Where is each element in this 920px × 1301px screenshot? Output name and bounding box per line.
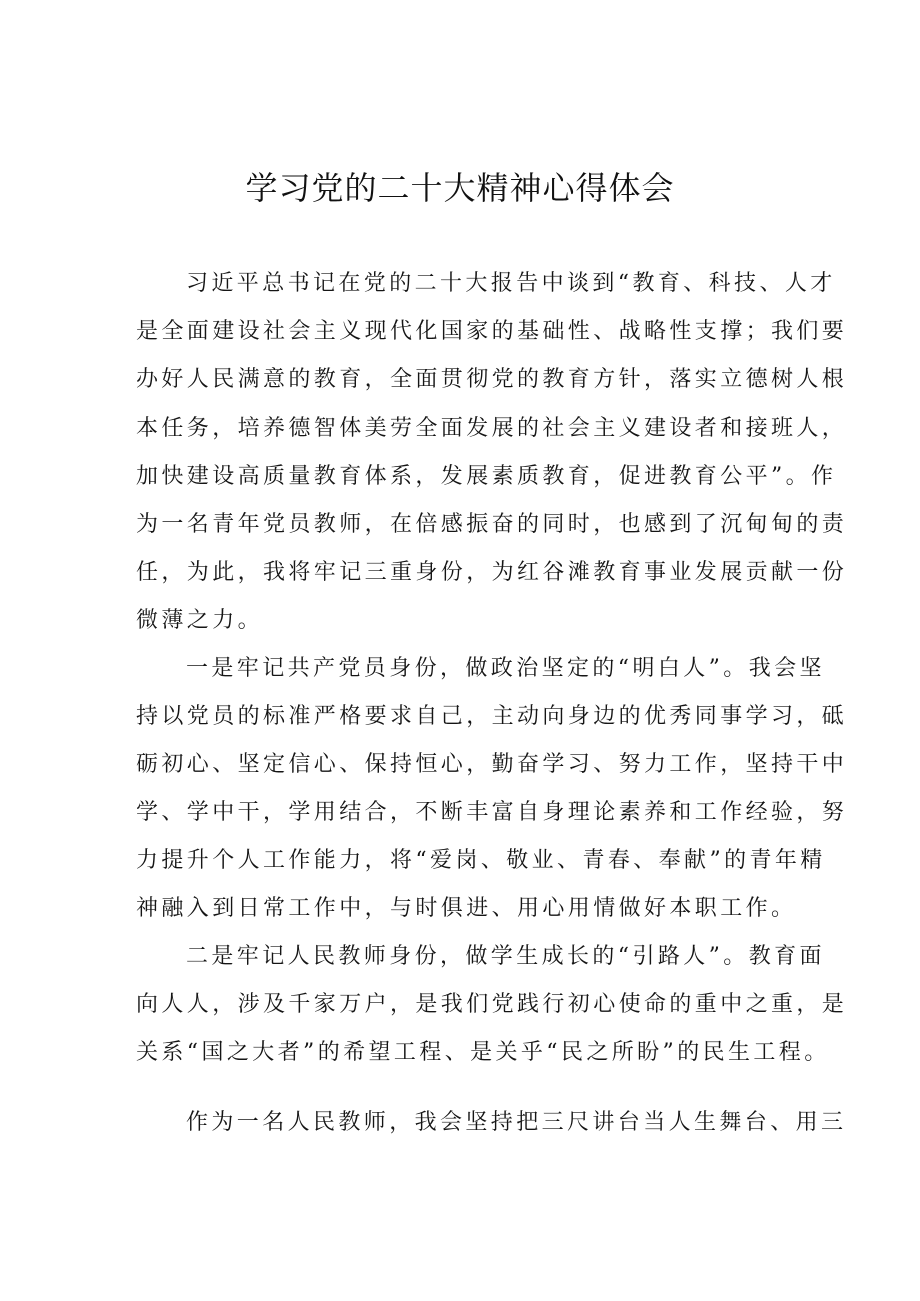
text-line: 力提升个人工作能力，将“爱岗、敬业、青春、奉献”的青年精 xyxy=(136,848,826,873)
document-title: 学习党的二十大精神心得体会 xyxy=(245,169,675,207)
text-line: 学、学中干，学用结合，不断丰富自身理论素养和工作经验，努 xyxy=(136,800,848,825)
text-line: 办好人民满意的教育，全面贯彻党的教育方针，落实立德树人根 xyxy=(136,367,848,392)
text-line: 是全面建设社会主义现代化国家的基础性、战略性支撑；我们要 xyxy=(136,319,848,344)
text-line: 任，为此，我将牢记三重身份，为红谷滩教育事业发展贡献一份 xyxy=(136,560,848,585)
text-line: 作为一名人民教师，我会坚持把三尺讲台当人生舞台、用三 xyxy=(186,1110,847,1135)
text-line: 加快建设高质量教育体系，发展素质教育，促进教育公平”。作 xyxy=(136,464,837,489)
text-line: 二是牢记人民教师身份，做学生成长的“引路人”。教育面 xyxy=(186,944,825,969)
text-line: 习近平总书记在党的二十大报告中谈到“教育、科技、人才 xyxy=(186,271,836,296)
text-line: 关系“国之大者”的希望工程、是关乎“民之所盼”的民生工程。 xyxy=(136,1040,830,1065)
text-line: 本任务，培养德智体美劳全面发展的社会主义建设者和接班人， xyxy=(136,416,848,441)
text-line: 微薄之力。 xyxy=(136,608,264,633)
text-line: 持以党员的标准严格要求自己，主动向身边的优秀同事学习，砥 xyxy=(136,704,848,729)
text-line: 砺初心、坚定信心、保持恒心，勤奋学习、努力工作，坚持干中 xyxy=(136,752,848,777)
text-line: 神融入到日常工作中，与时俱进、用心用情做好本职工作。 xyxy=(136,896,797,921)
text-line: 为一名青年党员教师，在倍感振奋的同时，也感到了沉甸甸的责 xyxy=(136,512,848,537)
text-line: 向人人，涉及千家万户，是我们党践行初心使命的重中之重，是 xyxy=(136,992,848,1017)
text-line: 一是牢记共产党员身份，做政治坚定的“明白人”。我会坚 xyxy=(186,656,825,681)
